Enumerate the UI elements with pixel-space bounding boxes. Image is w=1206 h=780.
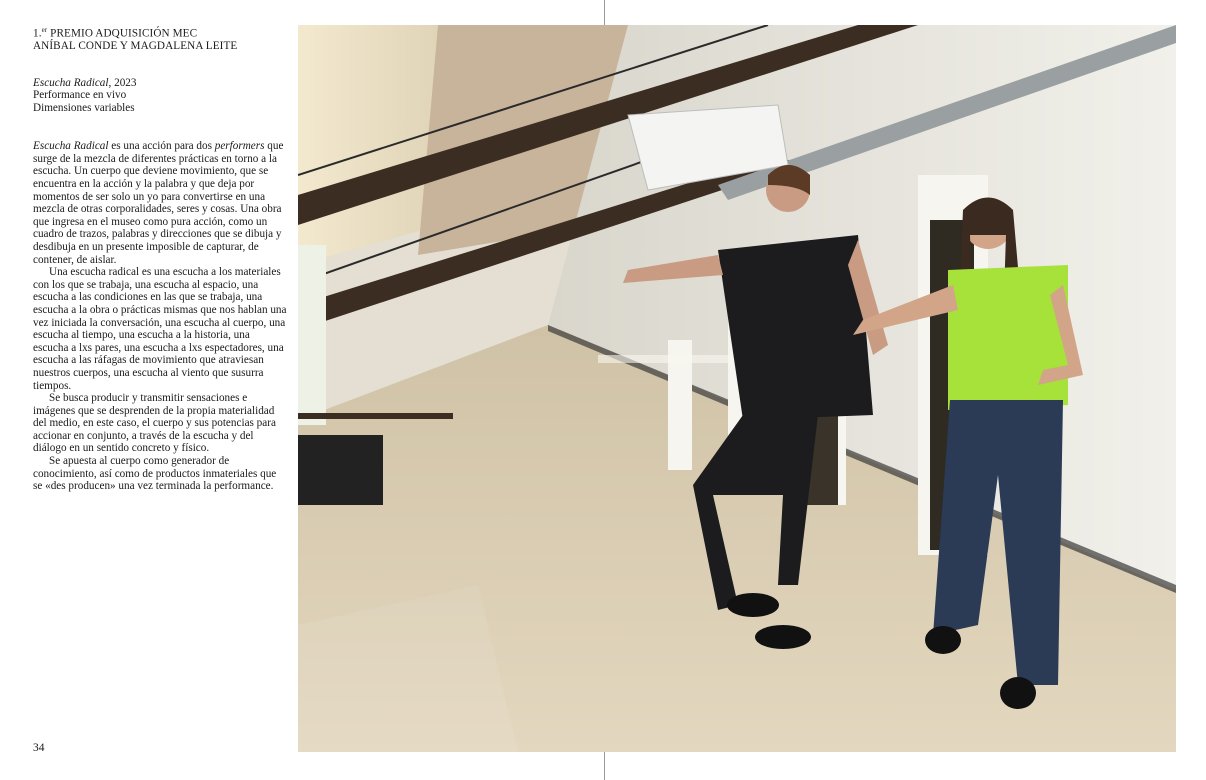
paragraph-1: Escucha Radical es una acción para dos performers que surge de la mezcla de diferentes prácticas en torno a la escucha. Un cuerpo que deviene movimiento, que se encuentra en la acción y la palabra y que deja por momentos de ser solo un yo para convertirse en una mezcla de otras corporalidades, seres y cosas. Una obra que ingresa en el museo como pura acción, como un cuadro de trazos, palabras y direcciones que se dibuja y desdibuja en un presente imposible de capturar, de contener, de aislar.	[33, 140, 284, 266]
sofa	[298, 435, 383, 505]
artists-heading: ANÍBAL CONDE Y MAGDALENA LEITE	[33, 40, 238, 53]
work-title-line	[33, 77, 287, 90]
text-column	[33, 24, 287, 493]
work-medium: Performance en vivo	[33, 89, 127, 102]
work-year: , 2023	[108, 76, 137, 89]
paragraph-4: Se apuesta al cuerpo como generador de conocimiento, así como de productos inmateriales que se «des producen» una vez terminada la performance.	[33, 455, 277, 493]
work-dimensions: Dimensiones variables	[33, 101, 135, 114]
page-number: 34	[33, 742, 45, 754]
photo-illustration	[298, 25, 1176, 752]
paragraph-3: Se busca producir y transmitir sensaciones e imágenes que se desprenden de la propia materialidad del medio, en este caso, el cuerpo y sus potencias para accionar en conjunto, a través de la escucha y del diálogo en un sentido concreto y físico.	[33, 392, 276, 455]
performance-photograph	[298, 25, 1176, 752]
paragraph-2: Una escucha radical es una escucha a los materiales con los que se trabaja, una escucha al espacio, una escucha a las condiciones en las que se trabaja, una escucha a la obra o prácticas mismas que nos hablan una vez iniciada la conversación, una escucha al cuerpo, una escucha al tiempo, una escucha a la historia, una escucha a lxs pares, una escucha a lxs espectadores, una escucha a las ráfagas de movimiento que atraviesan nuestros cuerpos, una escucha al viento que susurra tiempos.	[33, 266, 287, 392]
work-info	[33, 77, 287, 115]
award-heading: 1.$^{er}$ PREMIO ADQUISICIÓN MEC	[33, 26, 198, 40]
work-title: Escucha Radical	[33, 76, 109, 89]
body-text	[33, 140, 287, 493]
